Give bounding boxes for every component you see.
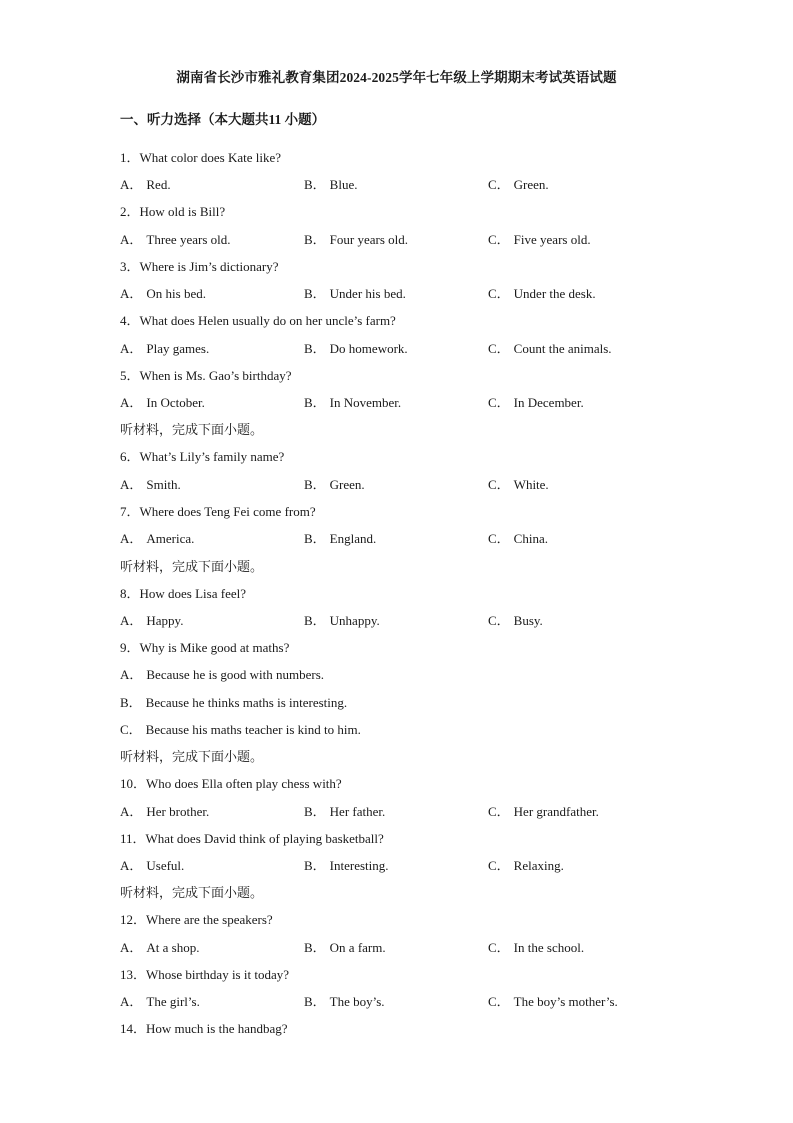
q13-option-a: A． The girl’s. [120, 994, 200, 1009]
q4-option-c: C． Count the animals. [488, 341, 612, 356]
question-14: 14．How much is the handbag? [120, 1021, 288, 1036]
question-4: 4．What does Helen usually do on her uncle’s farm? [120, 313, 396, 328]
q7-option-a: A． America. [120, 531, 195, 546]
question-2: 2．How old is Bill? [120, 204, 226, 219]
q11-option-c: C． Relaxing. [488, 858, 564, 873]
q12-option-c: C． In the school. [488, 940, 585, 955]
q5-option-c: C． In December. [488, 395, 584, 410]
q3-option-b: B． Under his bed. [304, 286, 406, 301]
q8-option-a: A． Happy. [120, 613, 184, 628]
q1-option-c: C． Green. [488, 177, 549, 192]
section-heading: 一、听力选择（本大题共11 小题） [120, 112, 326, 127]
listening-instruction: 听材料，完成下面小题。 [120, 885, 264, 900]
q7-option-c: C． China. [488, 531, 548, 546]
q13-option-c: C． The boy’s mother’s. [488, 994, 618, 1009]
q10-option-a: A． Her brother. [120, 804, 210, 819]
question-6: 6．What’s Lily’s family name? [120, 449, 285, 464]
question-11: 11．What does David think of playing basketball? [120, 831, 384, 846]
q12-option-b: B． On a farm. [304, 940, 386, 955]
q4-option-a: A． Play games. [120, 341, 210, 356]
q5-option-b: B． In November. [304, 395, 402, 410]
question-1: 1．What color does Kate like? [120, 150, 282, 165]
q6-option-c: C． White. [488, 477, 549, 492]
q2-option-c: C． Five years old. [488, 232, 591, 247]
question-3: 3．Where is Jim’s dictionary? [120, 259, 279, 274]
q8-option-c: C． Busy. [488, 613, 543, 628]
listening-instruction: 听材料，完成下面小题。 [120, 559, 264, 574]
question-13: 13．Whose birthday is it today? [120, 967, 289, 982]
q9-option-a: A． Because he is good with numbers. [120, 667, 325, 682]
listening-instruction: 听材料，完成下面小题。 [120, 749, 264, 764]
question-7: 7．Where does Teng Fei come from? [120, 504, 316, 519]
q9-option-b: B． Because he thinks maths is interesting. [120, 695, 348, 710]
q13-option-b: B． The boy’s. [304, 994, 385, 1009]
q7-option-b: B． England. [304, 531, 377, 546]
q11-option-a: A． Useful. [120, 858, 185, 873]
question-12: 12．Where are the speakers? [120, 912, 273, 927]
q2-option-b: B． Four years old. [304, 232, 409, 247]
page-title: 湖南省长沙市雅礼教育集团2024-2025学年七年级上学期期末考试英语试题 [176, 70, 617, 85]
q6-option-b: B． Green. [304, 477, 365, 492]
q6-option-a: A． Smith. [120, 477, 181, 492]
q1-option-b: B． Blue. [304, 177, 358, 192]
q3-option-a: A． On his bed. [120, 286, 206, 301]
q3-option-c: C． Under the desk. [488, 286, 596, 301]
question-10: 10．Who does Ella often play chess with? [120, 776, 342, 791]
q5-option-a: A． In October. [120, 395, 205, 410]
q8-option-b: B． Unhappy. [304, 613, 380, 628]
question-5: 5．When is Ms. Gao’s birthday? [120, 368, 292, 383]
q9-option-c: C． Because his maths teacher is kind to him. [120, 722, 361, 737]
q10-option-b: B． Her father. [304, 804, 386, 819]
q10-option-c: C． Her grandfather. [488, 804, 599, 819]
q12-option-a: A． At a shop. [120, 940, 200, 955]
q2-option-a: A． Three years old. [120, 232, 231, 247]
question-8: 8．How does Lisa feel? [120, 586, 247, 601]
q4-option-b: B． Do homework. [304, 341, 408, 356]
listening-instruction: 听材料，完成下面小题。 [120, 422, 264, 437]
q1-option-a: A． Red. [120, 177, 171, 192]
question-9: 9．Why is Mike good at maths? [120, 640, 290, 655]
q11-option-b: B． Interesting. [304, 858, 389, 873]
